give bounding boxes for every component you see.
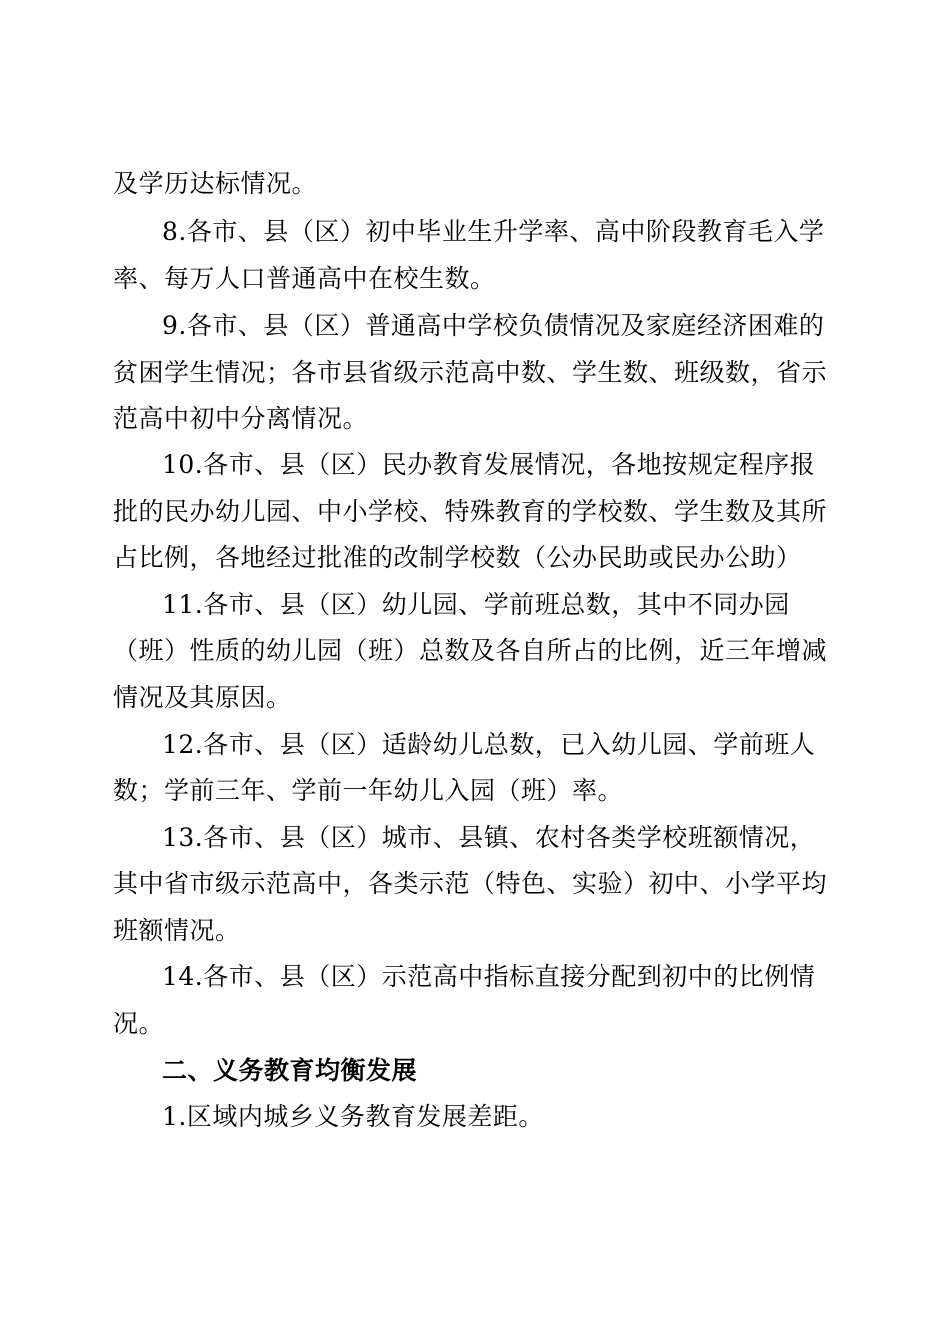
text-line: 贫困学生情况；各市县省级示范高中数、学生数、班级数，省示 — [113, 358, 828, 387]
list-item-8: 8.各市、县（区）初中毕业生升学率、高中阶段教育毛入学 — [162, 217, 825, 246]
list-item-9: 9.各市、县（区）普通高中学校负债情况及家庭经济困难的 — [162, 311, 825, 340]
text-line: 情况及其原因。 — [113, 683, 292, 712]
text-line: 其中省市级示范高中，各类示范（特色、实验）初中、小学平均 — [113, 869, 828, 898]
text-line: 况。 — [113, 1009, 165, 1038]
list-item-14: 14.各市、县（区）示范高中指标直接分配到初中的比例情 — [162, 962, 816, 991]
text-line: （班）性质的幼儿园（班）总数及各自所占的比例，近三年增减 — [113, 636, 828, 665]
section-heading: 二、义务教育均衡发展 — [162, 1056, 418, 1085]
text-line: 占比例，各地经过批准的改制学校数（公办民助或民办公助） — [113, 543, 802, 572]
text-line: 班额情况。 — [113, 916, 241, 945]
list-item-11: 11.各市、县（区）幼儿园、学前班总数，其中不同办园 — [162, 590, 790, 619]
text-line: 批的民办幼儿园、中小学校、特殊教育的学校数、学生数及其所 — [113, 497, 828, 526]
text-line: 率、每万人口普通高中在校生数。 — [113, 264, 496, 293]
list-item-10: 10.各市、县（区）民办教育发展情况，各地按规定程序报 — [162, 450, 816, 479]
text-line: 及学历达标情况。 — [113, 169, 318, 198]
list-item-13: 13.各市、县（区）城市、县镇、农村各类学校班额情况， — [162, 823, 816, 852]
text-line: 范高中初中分离情况。 — [113, 404, 369, 433]
list-item-12: 12.各市、县（区）适龄幼儿总数，已入幼儿园、学前班人 — [162, 730, 816, 759]
text-line: 数；学前三年、学前一年幼儿入园（班）率。 — [113, 776, 624, 805]
list-item-1: 1.区域内城乡义务教育发展差距。 — [162, 1102, 544, 1131]
